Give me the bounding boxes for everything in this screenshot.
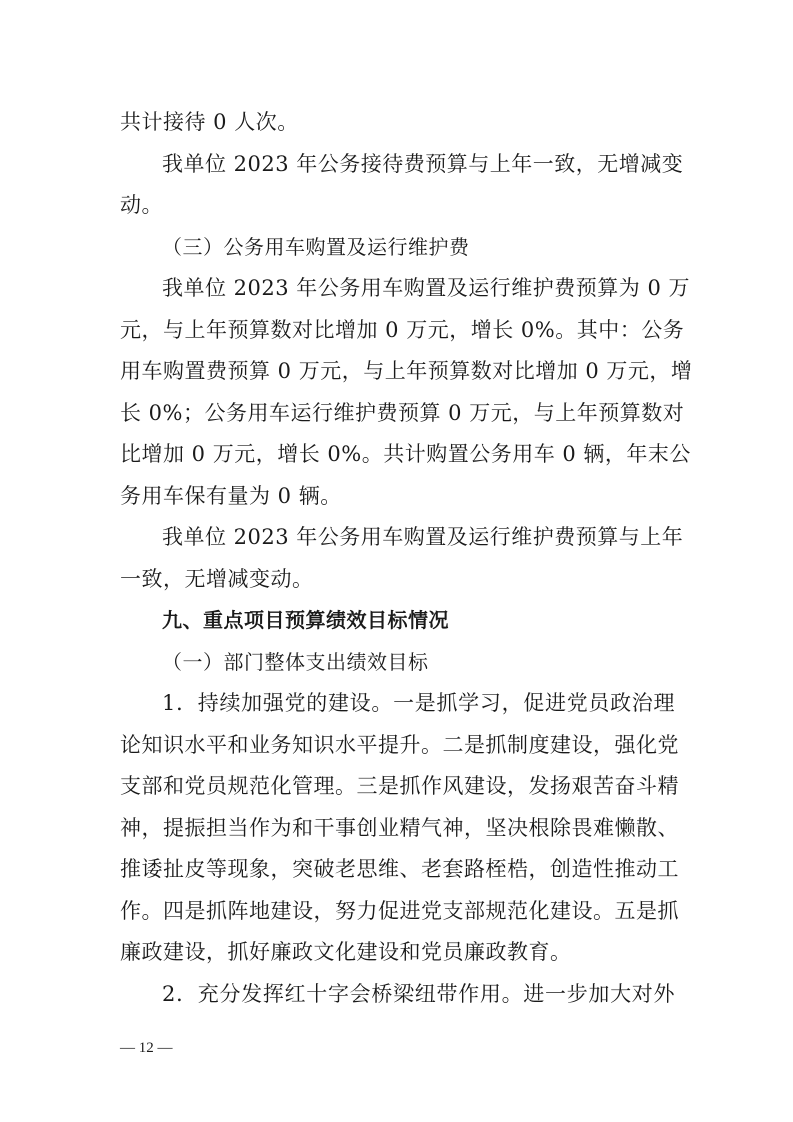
text-line: 我单位 2023 年公务用车购置及运行维护费预算为 0 万 <box>162 276 691 300</box>
text-line: 推诿扯皮等现象，突破老思维、老套路桎梏，创造性推动工 <box>120 857 679 881</box>
text-line: 论知识水平和业务知识水平提升。二是抓制度建设，强化党 <box>120 732 679 757</box>
text-line: 务用车保有量为 0 辆。 <box>120 483 342 508</box>
text-line: 神，提振担当作为和干事创业精气神，坚决根除畏难懒散、 <box>120 815 679 840</box>
text-line: 我单位 2023 年公务接待费预算与上年一致，无增减变 <box>162 151 684 176</box>
text-line: 用车购置费预算 0 万元，与上年预算数对比增加 0 万元，增 <box>120 359 693 383</box>
text-line: 廉政建设，抓好廉政文化建设和党员廉政教育。 <box>120 940 572 964</box>
text-line: 1．持续加强党的建设。一是抓学习，促进党员政治理 <box>162 691 675 715</box>
text-line: 2．充分发挥红十字会桥梁纽带作用。进一步加大对外 <box>162 981 675 1006</box>
document-body <box>120 102 693 1015</box>
page-number: — 12 — <box>120 1040 173 1056</box>
text-line: 动。 <box>120 193 163 217</box>
text-line: 长 0%；公务用车运行维护费预算 0 万元，与上年预算数对 <box>120 400 685 425</box>
text-line: 支部和党员规范化管理。三是抓作风建设，发扬艰苦奋斗精 <box>120 774 679 798</box>
text-line: 比增加 0 万元，增长 0%。共计购置公务用车 0 辆，年末公 <box>120 442 691 466</box>
text-line: 我单位 2023 年公务用车购置及运行维护费预算与上年 <box>162 525 684 549</box>
text-line: 作。四是抓阵地建设，努力促进党支部规范化建设。五是抓 <box>120 898 679 923</box>
text-line: 共计接待 0 人次。 <box>120 110 299 134</box>
text-line: 元，与上年预算数对比增加 0 万元，增长 0%。其中：公务 <box>120 317 685 342</box>
section-heading: 九、重点项目预算绩效目标情况 <box>162 608 449 632</box>
text-line: 一致，无增减变动。 <box>120 566 314 591</box>
section-subheading: （一）部门整体支出绩效目标 <box>162 649 429 674</box>
section-subheading: （三）公务用车购置及运行维护费 <box>162 234 470 259</box>
